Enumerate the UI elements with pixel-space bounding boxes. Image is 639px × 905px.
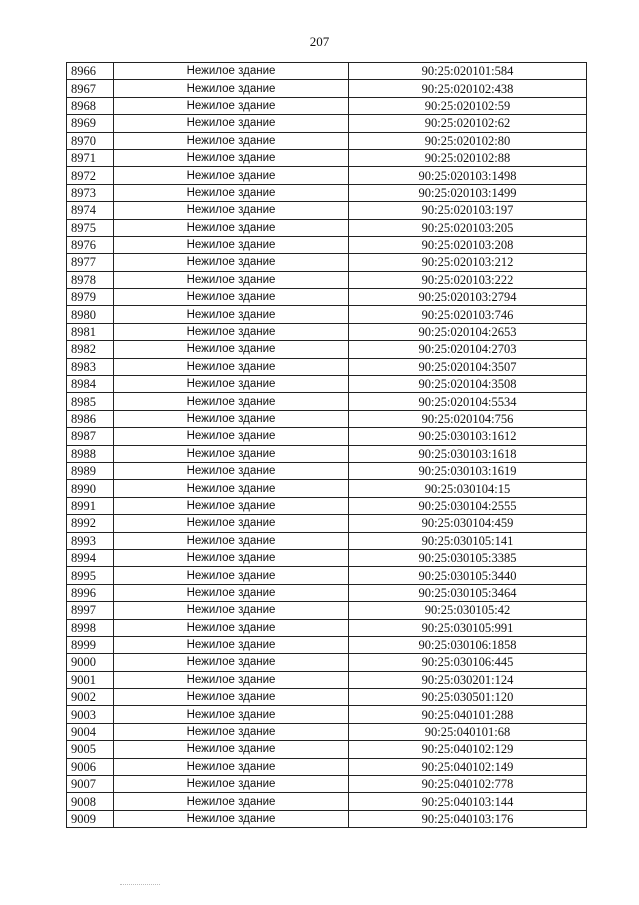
table-row bbox=[67, 323, 587, 340]
object-type: Нежилое здание bbox=[114, 271, 349, 288]
table-row bbox=[67, 480, 587, 497]
object-type: Нежилое здание bbox=[114, 219, 349, 236]
table-row bbox=[67, 515, 587, 532]
cadastral-number: 90:25:020103:2794 bbox=[349, 289, 587, 306]
object-type: Нежилое здание bbox=[114, 723, 349, 740]
object-type: Нежилое здание bbox=[114, 636, 349, 653]
page-number: 207 bbox=[309, 34, 330, 49]
cadastral-number: 90:25:020103:746 bbox=[349, 306, 587, 323]
table-row bbox=[67, 202, 587, 219]
row-number: 8988 bbox=[67, 445, 114, 462]
cadastral-number: 90:25:020102:59 bbox=[349, 97, 587, 114]
row-number: 9009 bbox=[67, 810, 114, 827]
row-number: 9005 bbox=[67, 741, 114, 758]
row-number: 8972 bbox=[67, 167, 114, 184]
row-number: 8983 bbox=[67, 358, 114, 375]
row-number: 9008 bbox=[67, 793, 114, 810]
row-number: 8984 bbox=[67, 376, 114, 393]
object-type: Нежилое здание bbox=[114, 776, 349, 793]
cadastral-number: 90:25:020101:584 bbox=[349, 63, 587, 80]
row-number: 8997 bbox=[67, 602, 114, 619]
object-type: Нежилое здание bbox=[114, 689, 349, 706]
row-number: 9003 bbox=[67, 706, 114, 723]
object-type: Нежилое здание bbox=[114, 758, 349, 775]
cadastral-number: 90:25:030105:42 bbox=[349, 602, 587, 619]
cadastral-number: 90:25:030105:3440 bbox=[349, 567, 587, 584]
table-row bbox=[67, 289, 587, 306]
object-type: Нежилое здание bbox=[114, 167, 349, 184]
row-number: 8995 bbox=[67, 567, 114, 584]
object-type: Нежилое здание bbox=[114, 323, 349, 340]
table-row bbox=[67, 410, 587, 427]
row-number: 8985 bbox=[67, 393, 114, 410]
cadastral-number: 90:25:020103:1499 bbox=[349, 184, 587, 201]
table-row bbox=[67, 306, 587, 323]
cadastral-number: 90:25:030103:1618 bbox=[349, 445, 587, 462]
cadastral-number: 90:25:020104:3507 bbox=[349, 358, 587, 375]
cadastral-number: 90:25:030201:124 bbox=[349, 671, 587, 688]
cadastral-number: 90:25:030501:120 bbox=[349, 689, 587, 706]
cadastral-number: 90:25:020102:88 bbox=[349, 149, 587, 166]
row-number: 8986 bbox=[67, 410, 114, 427]
cadastral-number: 90:25:030103:1619 bbox=[349, 462, 587, 479]
cadastral-number: 90:25:030104:459 bbox=[349, 515, 587, 532]
table-row bbox=[67, 341, 587, 358]
cadastral-number: 90:25:040103:176 bbox=[349, 810, 587, 827]
row-number: 8996 bbox=[67, 584, 114, 601]
table-row bbox=[67, 428, 587, 445]
cadastral-number: 90:25:040102:149 bbox=[349, 758, 587, 775]
row-number: 8994 bbox=[67, 549, 114, 566]
object-type: Нежилое здание bbox=[114, 480, 349, 497]
row-number: 9007 bbox=[67, 776, 114, 793]
row-number: 8969 bbox=[67, 115, 114, 132]
object-type: Нежилое здание bbox=[114, 358, 349, 375]
table-row bbox=[67, 567, 587, 584]
cadastral-number: 90:25:040103:144 bbox=[349, 793, 587, 810]
row-number: 8987 bbox=[67, 428, 114, 445]
object-type: Нежилое здание bbox=[114, 202, 349, 219]
object-type: Нежилое здание bbox=[114, 549, 349, 566]
row-number: 8993 bbox=[67, 532, 114, 549]
table-row bbox=[67, 636, 587, 653]
cadastral-number: 90:25:020104:5534 bbox=[349, 393, 587, 410]
cadastral-number: 90:25:020103:222 bbox=[349, 271, 587, 288]
row-number: 8980 bbox=[67, 306, 114, 323]
table-row bbox=[67, 654, 587, 671]
cadastral-number: 90:25:030105:141 bbox=[349, 532, 587, 549]
cadastral-number: 90:25:030105:3464 bbox=[349, 584, 587, 601]
row-number: 8976 bbox=[67, 236, 114, 253]
table-row bbox=[67, 115, 587, 132]
cadastral-number: 90:25:040102:778 bbox=[349, 776, 587, 793]
cadastral-number: 90:25:030105:3385 bbox=[349, 549, 587, 566]
row-number: 8977 bbox=[67, 254, 114, 271]
cadastral-number: 90:25:030105:991 bbox=[349, 619, 587, 636]
object-type: Нежилое здание bbox=[114, 97, 349, 114]
object-type: Нежилое здание bbox=[114, 619, 349, 636]
row-number: 8967 bbox=[67, 80, 114, 97]
object-type: Нежилое здание bbox=[114, 341, 349, 358]
cadastral-number: 90:25:020102:80 bbox=[349, 132, 587, 149]
row-number: 8971 bbox=[67, 149, 114, 166]
cadastral-number: 90:25:040101:68 bbox=[349, 723, 587, 740]
cadastral-number: 90:25:020103:197 bbox=[349, 202, 587, 219]
row-number: 8991 bbox=[67, 497, 114, 514]
row-number: 9000 bbox=[67, 654, 114, 671]
table-row bbox=[67, 619, 587, 636]
row-number: 8990 bbox=[67, 480, 114, 497]
object-type: Нежилое здание bbox=[114, 793, 349, 810]
table-row bbox=[67, 810, 587, 827]
cadastral-number: 90:25:020103:212 bbox=[349, 254, 587, 271]
row-number: 9002 bbox=[67, 689, 114, 706]
table-row bbox=[67, 462, 587, 479]
row-number: 8966 bbox=[67, 63, 114, 80]
object-type: Нежилое здание bbox=[114, 445, 349, 462]
cadastral-number: 90:25:020104:2703 bbox=[349, 341, 587, 358]
table-row bbox=[67, 254, 587, 271]
cadastral-number: 90:25:020103:1498 bbox=[349, 167, 587, 184]
object-type: Нежилое здание bbox=[114, 515, 349, 532]
object-type: Нежилое здание bbox=[114, 462, 349, 479]
cadastral-number: 90:25:020102:62 bbox=[349, 115, 587, 132]
object-type: Нежилое здание bbox=[114, 254, 349, 271]
object-type: Нежилое здание bbox=[114, 671, 349, 688]
table-row bbox=[67, 723, 587, 740]
row-number: 8981 bbox=[67, 323, 114, 340]
object-type: Нежилое здание bbox=[114, 602, 349, 619]
cadastral-number: 90:25:020104:2653 bbox=[349, 323, 587, 340]
cadastral-number: 90:25:030106:1858 bbox=[349, 636, 587, 653]
scan-mark bbox=[120, 884, 160, 887]
table-row bbox=[67, 602, 587, 619]
object-type: Нежилое здание bbox=[114, 497, 349, 514]
row-number: 8970 bbox=[67, 132, 114, 149]
table-row bbox=[67, 445, 587, 462]
object-type: Нежилое здание bbox=[114, 810, 349, 827]
cadastral-number: 90:25:020103:208 bbox=[349, 236, 587, 253]
table-row bbox=[67, 741, 587, 758]
cadastral-number: 90:25:030104:15 bbox=[349, 480, 587, 497]
register-body bbox=[67, 63, 587, 828]
cadastral-number: 90:25:020103:205 bbox=[349, 219, 587, 236]
table-row bbox=[67, 97, 587, 114]
table-row bbox=[67, 758, 587, 775]
object-type: Нежилое здание bbox=[114, 376, 349, 393]
object-type: Нежилое здание bbox=[114, 132, 349, 149]
table-row bbox=[67, 689, 587, 706]
table-row bbox=[67, 149, 587, 166]
row-number: 8973 bbox=[67, 184, 114, 201]
object-type: Нежилое здание bbox=[114, 80, 349, 97]
cadastral-number: 90:25:040101:288 bbox=[349, 706, 587, 723]
table-row bbox=[67, 63, 587, 80]
table-row bbox=[67, 358, 587, 375]
table-row bbox=[67, 219, 587, 236]
table-row bbox=[67, 393, 587, 410]
object-type: Нежилое здание bbox=[114, 63, 349, 80]
row-number: 8968 bbox=[67, 97, 114, 114]
object-type: Нежилое здание bbox=[114, 393, 349, 410]
table-row bbox=[67, 671, 587, 688]
object-type: Нежилое здание bbox=[114, 706, 349, 723]
cadastral-number: 90:25:040102:129 bbox=[349, 741, 587, 758]
table-row bbox=[67, 184, 587, 201]
object-type: Нежилое здание bbox=[114, 584, 349, 601]
row-number: 9004 bbox=[67, 723, 114, 740]
object-type: Нежилое здание bbox=[114, 149, 349, 166]
object-type: Нежилое здание bbox=[114, 115, 349, 132]
object-type: Нежилое здание bbox=[114, 289, 349, 306]
property-register-table bbox=[66, 62, 587, 828]
object-type: Нежилое здание bbox=[114, 532, 349, 549]
row-number: 8978 bbox=[67, 271, 114, 288]
table-row bbox=[67, 549, 587, 566]
cadastral-number: 90:25:030103:1612 bbox=[349, 428, 587, 445]
table-row bbox=[67, 776, 587, 793]
object-type: Нежилое здание bbox=[114, 410, 349, 427]
table-row bbox=[67, 376, 587, 393]
object-type: Нежилое здание bbox=[114, 567, 349, 584]
object-type: Нежилое здание bbox=[114, 741, 349, 758]
row-number: 8979 bbox=[67, 289, 114, 306]
object-type: Нежилое здание bbox=[114, 306, 349, 323]
object-type: Нежилое здание bbox=[114, 236, 349, 253]
row-number: 8974 bbox=[67, 202, 114, 219]
row-number: 8982 bbox=[67, 341, 114, 358]
table-row bbox=[67, 497, 587, 514]
row-number: 8975 bbox=[67, 219, 114, 236]
cadastral-number: 90:25:030106:445 bbox=[349, 654, 587, 671]
table-row bbox=[67, 584, 587, 601]
object-type: Нежилое здание bbox=[114, 654, 349, 671]
cadastral-number: 90:25:030104:2555 bbox=[349, 497, 587, 514]
table-row bbox=[67, 236, 587, 253]
table-row bbox=[67, 532, 587, 549]
table-row bbox=[67, 271, 587, 288]
object-type: Нежилое здание bbox=[114, 184, 349, 201]
row-number: 9001 bbox=[67, 671, 114, 688]
cadastral-number: 90:25:020104:756 bbox=[349, 410, 587, 427]
row-number: 9006 bbox=[67, 758, 114, 775]
row-number: 8999 bbox=[67, 636, 114, 653]
table-row bbox=[67, 80, 587, 97]
row-number: 8992 bbox=[67, 515, 114, 532]
object-type: Нежилое здание bbox=[114, 428, 349, 445]
cadastral-number: 90:25:020102:438 bbox=[349, 80, 587, 97]
table-row bbox=[67, 167, 587, 184]
row-number: 8989 bbox=[67, 462, 114, 479]
row-number: 8998 bbox=[67, 619, 114, 636]
table-row bbox=[67, 706, 587, 723]
table-row bbox=[67, 793, 587, 810]
cadastral-number: 90:25:020104:3508 bbox=[349, 376, 587, 393]
table-row bbox=[67, 132, 587, 149]
